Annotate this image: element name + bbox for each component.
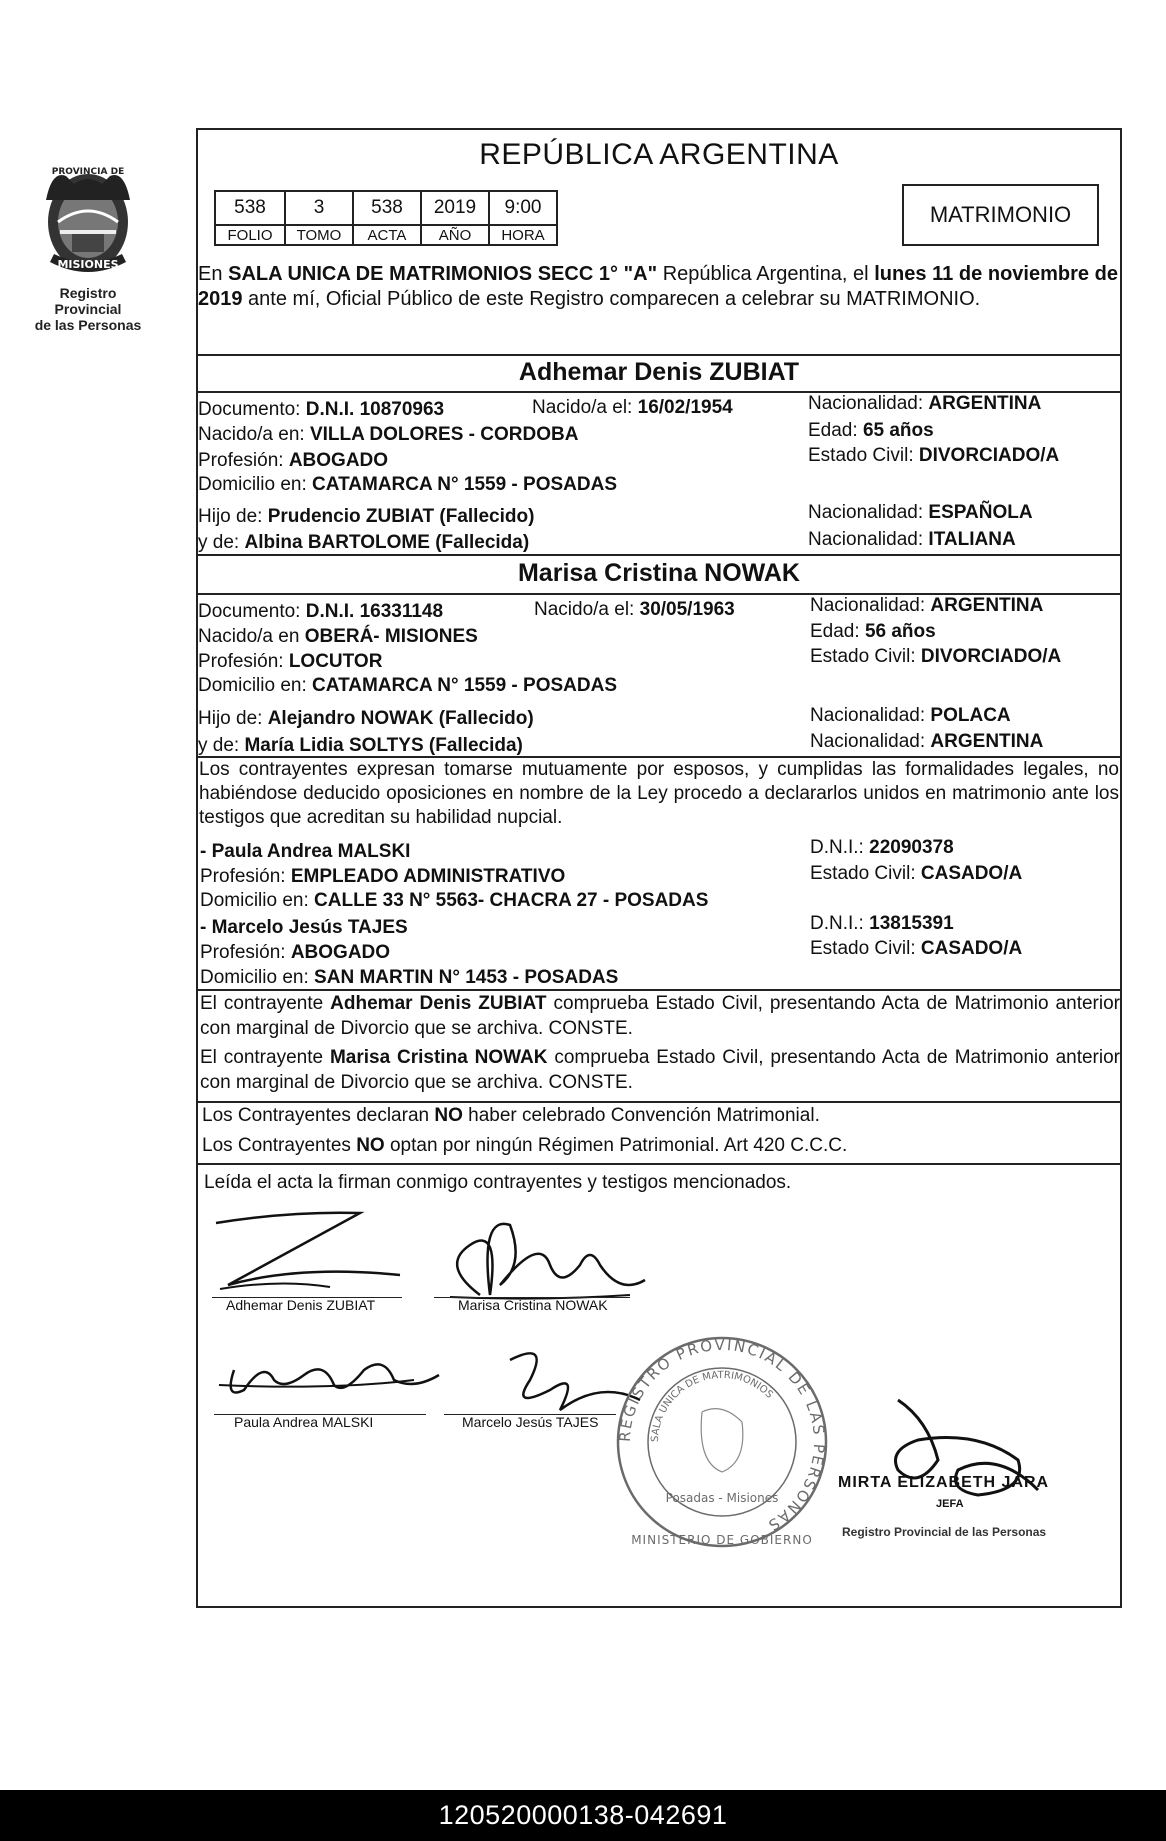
stamp-ring-text: REGISTRO PROVINCIAL DE LAS PERSONAS <box>615 1335 829 1536</box>
acta-value: 538 <box>353 191 421 225</box>
official-name: MIRTA ELIZABETH JARA <box>838 1474 1050 1491</box>
spouse2-nationality: Nacionalidad: ARGENTINA <box>810 595 1044 616</box>
spouse2-document: Documento: D.N.I. 16331148 <box>198 601 444 622</box>
signature-name-witness2: Marcelo Jesús TAJES <box>462 1414 599 1430</box>
signature-name-spouse2: Marisa Cristina NOWAK <box>458 1297 608 1313</box>
spouse1-mother-nationality: Nacionalidad: ITALIANA <box>808 529 1016 550</box>
anio-label: AÑO <box>421 225 489 245</box>
stamp-inner-text: SALA UNICA DE MATRIMONIOS <box>649 1369 775 1443</box>
note-spouse1: El contrayente Adhemar Denis ZUBIAT comprueba Estado Civil, presentando Acta de Matrimonio anterior con marginal de Divorcio que se archiva. CONSTE. <box>200 993 1120 1039</box>
declaration-paragraph: Los contrayentes expresan tomarse mutuamente por esposos, y cumplidas las formalidades legales, no habiéndose deducido oposiciones en nombre de la Ley procedo a declararlos unidos en matrimonio ante los testigos que acreditan su habilidad nupcial. <box>199 759 1119 828</box>
spouse2-mother-nationality: Nacionalidad: ARGENTINA <box>810 731 1044 752</box>
anio-value: 2019 <box>421 191 489 225</box>
signature-spouse1 <box>210 1205 410 1295</box>
spouse1-name: Adhemar Denis ZUBIAT <box>518 358 800 386</box>
spouse1-nationality: Nacionalidad: ARGENTINA <box>808 393 1042 414</box>
signature-name-spouse1: Adhemar Denis ZUBIAT <box>226 1297 376 1313</box>
spouse2-address: Domicilio en: CATAMARCA N° 1559 - POSADAS <box>198 675 617 696</box>
official-registry: Registro Provincial de las Personas <box>842 1525 1047 1539</box>
convention-statement: Los Contrayentes declaran NO haber celebrado Convención Matrimonial. <box>202 1105 820 1126</box>
witness1-civil-status: Estado Civil: CASADO/A <box>810 863 1023 884</box>
spouse2-name: Marisa Cristina NOWAK <box>517 559 800 587</box>
patrimonial-statement: Los Contrayentes NO optan por ningún Régimen Patrimonial. Art 420 C.C.C. <box>202 1135 848 1156</box>
signature-official <box>858 1380 1078 1530</box>
logo-caption-line1: Registro Provincial <box>54 285 122 317</box>
intro-paragraph: En SALA UNICA DE MATRIMONIOS SECC 1° "A" República Argentina, el lunes 11 de noviembre de 2019 ante mí, Oficial Público de este Registro comparecen a celebrar su MATRIMONIO. <box>198 263 1118 310</box>
witness1-profession: Profesión: EMPLEADO ADMINISTRATIVO <box>200 866 566 887</box>
closing-statement: Leída el acta la firman conmigo contrayentes y testigos mencionados. <box>204 1172 792 1193</box>
seal-ring-text: PROVINCIA DE <box>51 167 125 177</box>
acta-label: ACTA <box>353 225 421 245</box>
spouse1-age: Edad: 65 años <box>808 420 934 441</box>
witness2-profession: Profesión: ABOGADO <box>200 942 391 963</box>
witness2-address: Domicilio en: SAN MARTIN N° 1453 - POSADAS <box>200 967 619 988</box>
spouse1-birthdate: Nacido/a el: 16/02/1954 <box>532 397 733 418</box>
stamp-city-text: Posadas - Misiones <box>665 1491 779 1505</box>
spouse1-father-nationality: Nacionalidad: ESPAÑOLA <box>808 502 1033 523</box>
spouse2-father-nationality: Nacionalidad: POLACA <box>810 705 1011 726</box>
register-table <box>214 190 558 246</box>
witness2-civil-status: Estado Civil: CASADO/A <box>810 938 1023 959</box>
spouse2-civil-status: Estado Civil: DIVORCIADO/A <box>810 646 1062 667</box>
spouse2-birthdate: Nacido/a el: 30/05/1963 <box>534 599 735 620</box>
page-title: REPÚBLICA ARGENTINA <box>479 138 839 171</box>
spouse1-father: Hijo de: Prudencio ZUBIAT (Fallecido) <box>198 506 535 527</box>
tomo-value: 3 <box>285 191 353 225</box>
witness2-name: - Marcelo Jesús TAJES <box>200 917 408 938</box>
document-barcode-number: 120520000138-042691 <box>0 1790 1166 1841</box>
spouse2-age: Edad: 56 años <box>810 621 936 642</box>
note-spouse2: El contrayente Marisa Cristina NOWAK comprueba Estado Civil, presentando Acta de Matrimonio anterior con marginal de Divorcio que se archiva. CONSTE. <box>200 1047 1120 1093</box>
spouse1-document: Documento: D.N.I. 10870963 <box>198 399 445 420</box>
folio-value: 538 <box>215 191 285 225</box>
spouse2-father: Hijo de: Alejandro NOWAK (Fallecido) <box>198 708 534 729</box>
witness1-dni: D.N.I.: 22090378 <box>810 837 954 858</box>
spouse1-birthplace: Nacido/a en: VILLA DOLORES - CORDOBA <box>198 424 579 445</box>
witness2-dni: D.N.I.: 13815391 <box>810 913 954 934</box>
act-type-box: MATRIMONIO <box>902 184 1099 246</box>
divider <box>196 554 1122 556</box>
spouse1-civil-status: Estado Civil: DIVORCIADO/A <box>808 445 1060 466</box>
tomo-label: TOMO <box>285 225 353 245</box>
spouse2-mother: y de: María Lidia SOLTYS (Fallecida) <box>198 735 523 756</box>
spouse1-mother: y de: Albina BARTOLOME (Fallecida) <box>198 532 530 553</box>
spouse2-profession: Profesión: LOCUTOR <box>198 651 383 672</box>
svg-text:SALA UNICA DE MATRIMONIOS <box>650 1370 775 1442</box>
seal-banner-text: MISIONES <box>57 258 119 271</box>
witness1-address: Domicilio en: CALLE 33 N° 5563- CHACRA 27 - POSADAS <box>200 890 709 911</box>
signature-witness1 <box>214 1330 444 1410</box>
official-stamp <box>612 1332 832 1552</box>
spouse2-birthplace: Nacido/a en OBERÁ- MISIONES <box>198 626 478 647</box>
spouse1-address: Domicilio en: CATAMARCA N° 1559 - POSADAS <box>198 474 617 495</box>
logo-caption-line2: de las Personas <box>34 317 142 333</box>
stamp-bottom-text: MINISTERIO DE GOBIERNO <box>631 1533 813 1547</box>
misiones-seal-icon <box>38 160 138 280</box>
spouse1-profession: Profesión: ABOGADO <box>198 450 389 471</box>
hora-label: HORA <box>489 225 557 245</box>
official-title: JEFA <box>936 1498 964 1510</box>
signature-name-witness1: Paula Andrea MALSKI <box>234 1414 374 1430</box>
hora-value: 9:00 <box>489 191 557 225</box>
registry-logo <box>28 160 148 333</box>
folio-label: FOLIO <box>215 225 285 245</box>
divider <box>196 354 1122 356</box>
divider <box>196 1163 1122 1165</box>
witness1-name: - Paula Andrea MALSKI <box>200 841 411 862</box>
